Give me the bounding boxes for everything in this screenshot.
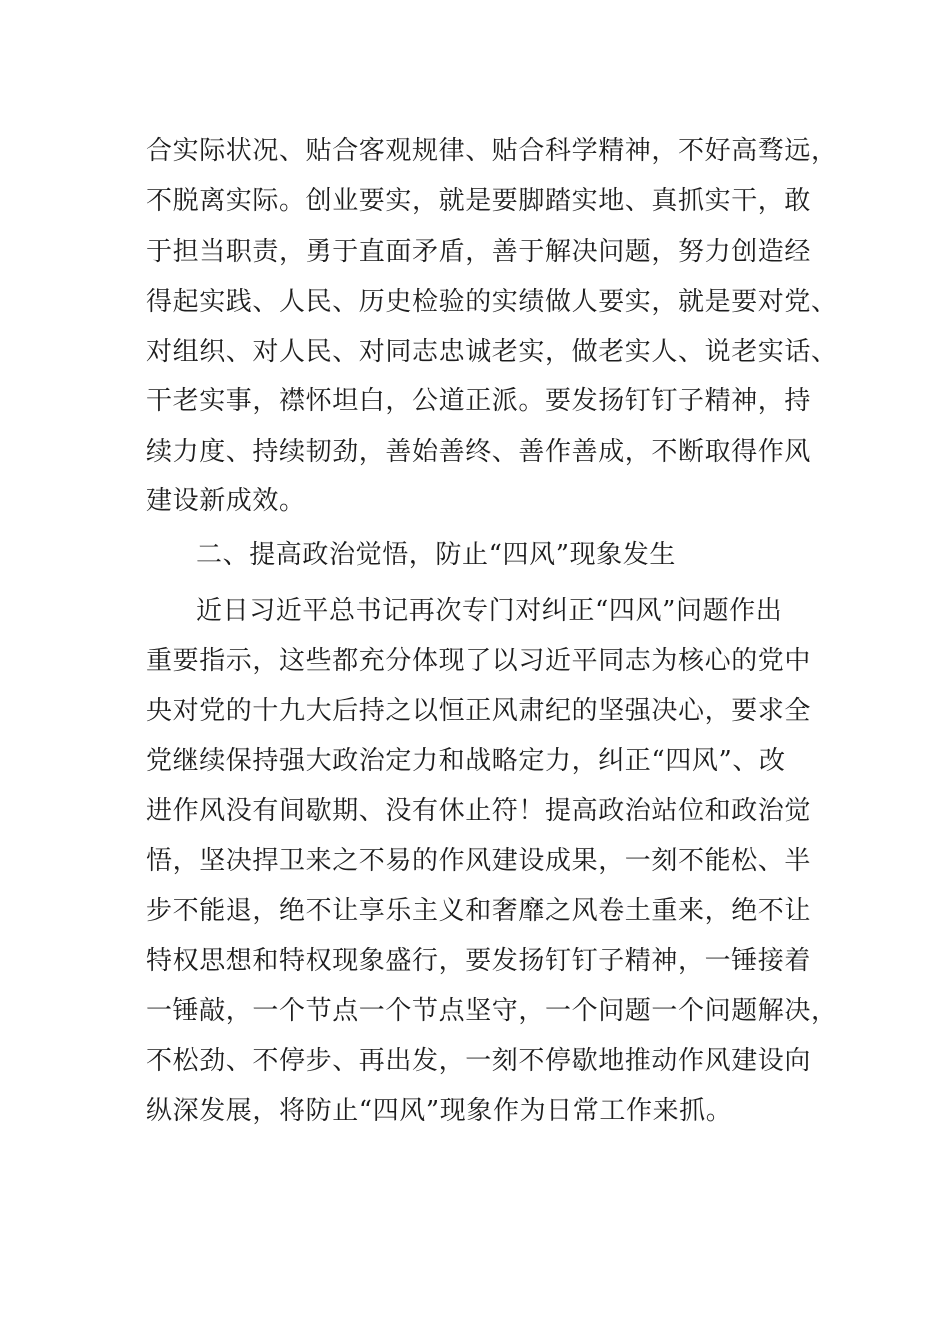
body-text-line: 合实际状况、贴合客观规律、贴合科学精神，不好高骛远，: [146, 136, 838, 166]
body-text-line: 一锤敲，一个节点一个节点坚守，一个问题一个问题解决，: [146, 996, 838, 1026]
body-text-line: 建设新成效。: [146, 486, 306, 516]
body-text-line: 进作风没有间歇期、没有休止符！提高政治站位和政治觉: [146, 796, 812, 826]
body-text-line: 不脱离实际。创业要实，就是要脚踏实地、真抓实干，敢: [146, 186, 812, 216]
body-text-line: 不松劲、不停步、再出发，一刻不停歇地推动作风建设向: [146, 1046, 812, 1076]
body-text-line: 重要指示，这些都充分体现了以习近平同志为核心的党中: [146, 646, 812, 676]
body-text-line: 于担当职责，勇于直面矛盾，善于解决问题，努力创造经: [146, 237, 812, 267]
body-text-line: 得起实践、人民、历史检验的实绩做人要实，就是要对党、: [146, 287, 838, 317]
body-text-line: 干老实事，襟怀坦白，公道正派。要发扬钉钉子精神，持: [146, 386, 812, 416]
body-text-line: 央对党的十九大后持之以恒正风肃纪的坚强决心，要求全: [146, 696, 812, 726]
body-text-line: 步不能退，绝不让享乐主义和奢靡之风卷土重来，绝不让: [146, 896, 812, 926]
body-text-line: 对组织、对人民、对同志忠诚老实，做老实人、说老实话、: [146, 337, 838, 367]
section-heading: 二、提高政治觉悟，防止“四风”现象发生: [196, 540, 676, 570]
body-text-line: 特权思想和特权现象盛行，要发扬钉钉子精神，一锤接着: [146, 946, 812, 976]
body-text-line: 近日习近平总书记再次专门对纠正“四风”问题作出: [196, 596, 783, 626]
body-text-line: 悟，坚决捍卫来之不易的作风建设成果，一刻不能松、半: [146, 846, 812, 876]
body-text-line: 党继续保持强大政治定力和战略定力，纠正“四风”、改: [146, 746, 786, 776]
body-text-line: 续力度、持续韧劲，善始善终、善作善成，不断取得作风: [146, 437, 812, 467]
body-text-line: 纵深发展，将防止“四风”现象作为日常工作来抓。: [146, 1096, 733, 1126]
